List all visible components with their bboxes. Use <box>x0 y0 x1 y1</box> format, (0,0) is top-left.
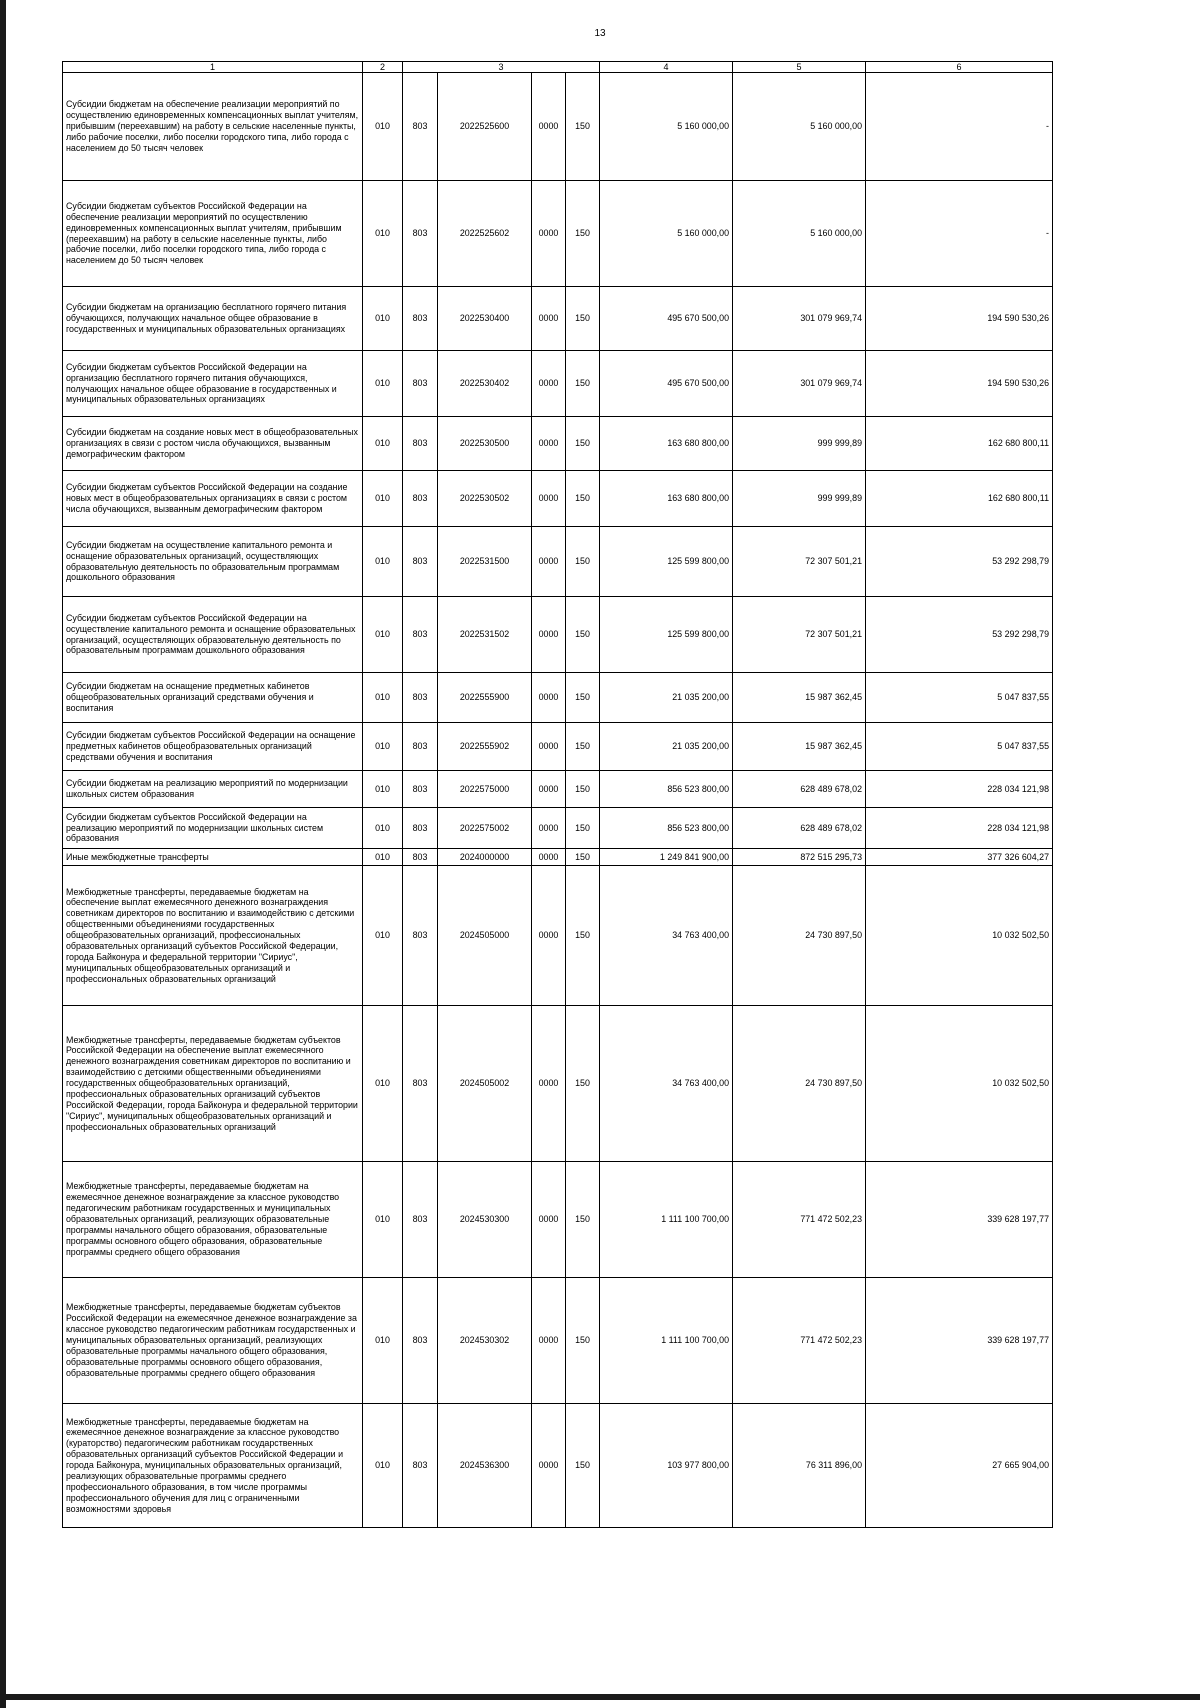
row-code-2: 803 <box>403 1006 438 1162</box>
table-row <box>63 723 1053 771</box>
row-amount-col5: 76 311 896,00 <box>733 1404 866 1528</box>
row-code-5: 150 <box>566 1404 600 1528</box>
row-code-4: 0000 <box>532 73 566 181</box>
row-amount-col4: 856 523 800,00 <box>600 808 733 849</box>
header-col-3: 3 <box>403 62 600 73</box>
row-amount-col4: 21 035 200,00 <box>600 673 733 723</box>
row-amount-col4: 1 249 841 900,00 <box>600 849 733 866</box>
row-amount-col6: 27 665 904,00 <box>866 1404 1053 1528</box>
table-body <box>63 73 1053 1528</box>
row-amount-col4: 495 670 500,00 <box>600 351 733 417</box>
table-row <box>63 351 1053 417</box>
table-row <box>63 673 1053 723</box>
row-code-4: 0000 <box>532 771 566 808</box>
row-code-1: 010 <box>363 1006 403 1162</box>
row-code-1: 010 <box>363 723 403 771</box>
row-code-3: 2022575000 <box>438 771 532 808</box>
row-description: Межбюджетные трансферты, передаваемые бюджетам субъектов Российской Федерации на обеспечение выплат ежемесячного денежного вознаграждения советникам директоров по воспитанию и взаимодействию с детскими общественными объединениями государственных общеобразовательных организаций, профессиональных образовательных организаций субъектов Российской Федерации, города Байконура и федеральной территории "Сириус", муниципальных общеобразовательных организаций и профессиональных образовательных организаций <box>63 1006 363 1162</box>
row-code-1: 010 <box>363 1404 403 1528</box>
row-description: Иные межбюджетные трансферты <box>63 849 363 866</box>
row-code-4: 0000 <box>532 1278 566 1404</box>
row-amount-col6: 228 034 121,98 <box>866 808 1053 849</box>
row-code-1: 010 <box>363 351 403 417</box>
row-amount-col5: 872 515 295,73 <box>733 849 866 866</box>
row-code-1: 010 <box>363 849 403 866</box>
header-col-5: 5 <box>733 62 866 73</box>
row-amount-col4: 5 160 000,00 <box>600 181 733 287</box>
row-description: Межбюджетные трансферты, передаваемые бюджетам субъектов Российской Федерации на ежемесячное денежное вознаграждение за классное руководство педагогическим работникам государственных и муниципальных образовательных организаций, реализующих образовательные программы начального общего образования, образовательные программы основного общего образования, образовательные программы среднего общего образования <box>63 1278 363 1404</box>
row-code-3: 2024530300 <box>438 1162 532 1278</box>
row-code-2: 803 <box>403 1162 438 1278</box>
row-code-2: 803 <box>403 597 438 673</box>
row-amount-col5: 301 079 969,74 <box>733 287 866 351</box>
table-row <box>63 181 1053 287</box>
row-amount-col6: 228 034 121,98 <box>866 771 1053 808</box>
row-code-5: 150 <box>566 771 600 808</box>
table-row <box>63 849 1053 866</box>
row-amount-col5: 15 987 362,45 <box>733 723 866 771</box>
row-code-3: 2024505002 <box>438 1006 532 1162</box>
row-description: Межбюджетные трансферты, передаваемые бюджетам на обеспечение выплат ежемесячного денежного вознаграждения советникам директоров по воспитанию и взаимодействию с детскими общественными объединениями государственных общеобразовательных организаций, профессиональных образовательных организаций субъектов Российской Федерации, города Байконура и федеральной территории "Сириус", муниципальных общеобразовательных организаций и профессиональных образовательных организаций <box>63 866 363 1006</box>
row-amount-col4: 125 599 800,00 <box>600 527 733 597</box>
row-code-5: 150 <box>566 527 600 597</box>
row-amount-col4: 34 763 400,00 <box>600 1006 733 1162</box>
row-code-3: 2022530500 <box>438 417 532 471</box>
row-code-4: 0000 <box>532 849 566 866</box>
row-code-5: 150 <box>566 471 600 527</box>
row-code-3: 2022531500 <box>438 527 532 597</box>
row-description: Субсидии бюджетам на осуществление капитального ремонта и оснащение образовательных организаций, осуществляющих образовательную деятельность по образовательным программам дошкольного образования <box>63 527 363 597</box>
row-code-3: 2024000000 <box>438 849 532 866</box>
row-description: Субсидии бюджетам на создание новых мест в общеобразовательных организациях в связи с ростом числа обучающихся, вызванным демографическим фактором <box>63 417 363 471</box>
row-amount-col6: 377 326 604,27 <box>866 849 1053 866</box>
row-amount-col5: 5 160 000,00 <box>733 73 866 181</box>
budget-table <box>62 61 1053 1528</box>
row-amount-col6: 5 047 837,55 <box>866 723 1053 771</box>
row-amount-col4: 103 977 800,00 <box>600 1404 733 1528</box>
row-amount-col5: 15 987 362,45 <box>733 673 866 723</box>
row-amount-col6: 162 680 800,11 <box>866 417 1053 471</box>
row-code-3: 2022525600 <box>438 73 532 181</box>
row-code-4: 0000 <box>532 597 566 673</box>
row-code-1: 010 <box>363 527 403 597</box>
row-amount-col6: - <box>866 73 1053 181</box>
row-code-2: 803 <box>403 287 438 351</box>
row-amount-col5: 301 079 969,74 <box>733 351 866 417</box>
row-code-1: 010 <box>363 1162 403 1278</box>
row-amount-col5: 628 489 678,02 <box>733 808 866 849</box>
row-code-2: 803 <box>403 527 438 597</box>
row-amount-col4: 21 035 200,00 <box>600 723 733 771</box>
row-amount-col5: 999 999,89 <box>733 417 866 471</box>
row-amount-col5: 24 730 897,50 <box>733 1006 866 1162</box>
row-code-3: 2022530502 <box>438 471 532 527</box>
row-amount-col6: - <box>866 181 1053 287</box>
row-amount-col6: 10 032 502,50 <box>866 1006 1053 1162</box>
row-code-3: 2022530402 <box>438 351 532 417</box>
row-code-2: 803 <box>403 181 438 287</box>
row-code-5: 150 <box>566 181 600 287</box>
row-code-5: 150 <box>566 1278 600 1404</box>
table-row <box>63 73 1053 181</box>
row-amount-col4: 163 680 800,00 <box>600 471 733 527</box>
row-code-3: 2022530400 <box>438 287 532 351</box>
table-row <box>63 597 1053 673</box>
row-code-3: 2024530302 <box>438 1278 532 1404</box>
header-col-4: 4 <box>600 62 733 73</box>
row-code-1: 010 <box>363 771 403 808</box>
row-code-2: 803 <box>403 771 438 808</box>
row-amount-col4: 125 599 800,00 <box>600 597 733 673</box>
row-amount-col4: 5 160 000,00 <box>600 73 733 181</box>
row-amount-col5: 5 160 000,00 <box>733 181 866 287</box>
row-description: Субсидии бюджетам на реализацию мероприятий по модернизации школьных систем образования <box>63 771 363 808</box>
row-code-2: 803 <box>403 849 438 866</box>
row-code-4: 0000 <box>532 866 566 1006</box>
row-code-3: 2022575002 <box>438 808 532 849</box>
row-code-1: 010 <box>363 73 403 181</box>
row-code-2: 803 <box>403 673 438 723</box>
row-code-4: 0000 <box>532 471 566 527</box>
row-code-4: 0000 <box>532 287 566 351</box>
row-code-2: 803 <box>403 471 438 527</box>
table-row <box>63 771 1053 808</box>
table-header-row <box>63 62 1053 73</box>
row-code-5: 150 <box>566 673 600 723</box>
row-amount-col5: 771 472 502,23 <box>733 1162 866 1278</box>
row-code-1: 010 <box>363 808 403 849</box>
table-row <box>63 417 1053 471</box>
row-description: Субсидии бюджетам субъектов Российской Федерации на осуществление капитального ремонта и оснащение образовательных организаций, осуществляющих образовательную деятельность по образовательным программам дошкольного образования <box>63 597 363 673</box>
row-code-4: 0000 <box>532 1162 566 1278</box>
table-row <box>63 1162 1053 1278</box>
row-amount-col6: 53 292 298,79 <box>866 597 1053 673</box>
row-amount-col6: 194 590 530,26 <box>866 351 1053 417</box>
row-code-2: 803 <box>403 808 438 849</box>
row-description: Субсидии бюджетам субъектов Российской Федерации на оснащение предметных кабинетов общеобразовательных организаций средствами обучения и воспитания <box>63 723 363 771</box>
row-code-2: 803 <box>403 417 438 471</box>
row-amount-col5: 771 472 502,23 <box>733 1278 866 1404</box>
row-code-5: 150 <box>566 73 600 181</box>
row-amount-col5: 72 307 501,21 <box>733 597 866 673</box>
row-description: Субсидии бюджетам субъектов Российской Федерации на обеспечение реализации мероприятий по осуществлению единовременных компенсационных выплат учителям, прибывшим (переехавшим) на работу в сельские населенные пункты, либо рабочие поселки, либо поселки городского типа, либо города с населением до 50 тысяч человек <box>63 181 363 287</box>
row-amount-col4: 34 763 400,00 <box>600 866 733 1006</box>
row-code-4: 0000 <box>532 723 566 771</box>
row-amount-col4: 1 111 100 700,00 <box>600 1278 733 1404</box>
row-code-4: 0000 <box>532 181 566 287</box>
table-row <box>63 471 1053 527</box>
row-code-5: 150 <box>566 849 600 866</box>
row-code-2: 803 <box>403 1278 438 1404</box>
row-description: Субсидии бюджетам на обеспечение реализации мероприятий по осуществлению единовременных компенсационных выплат учителям, прибывшим (переехавшим) на работу в сельские населенные пункты, либо рабочие поселки, либо поселки городского типа, либо города с населением до 50 тысяч человек <box>63 73 363 181</box>
row-code-1: 010 <box>363 866 403 1006</box>
table-row <box>63 527 1053 597</box>
row-description: Субсидии бюджетам субъектов Российской Федерации на организацию бесплатного горячего питания обучающихся, получающих начальное общее образование в государственных и муниципальных образовательных организациях <box>63 351 363 417</box>
row-code-2: 803 <box>403 73 438 181</box>
row-code-4: 0000 <box>532 1404 566 1528</box>
row-description: Субсидии бюджетам на оснащение предметных кабинетов общеобразовательных организаций средствами обучения и воспитания <box>63 673 363 723</box>
row-code-2: 803 <box>403 866 438 1006</box>
row-code-3: 2024536300 <box>438 1404 532 1528</box>
row-code-4: 0000 <box>532 1006 566 1162</box>
row-code-4: 0000 <box>532 417 566 471</box>
table-row <box>63 1404 1053 1528</box>
row-description: Субсидии бюджетам на организацию бесплатного горячего питания обучающихся, получающих начальное общее образование в государственных и муниципальных образовательных организациях <box>63 287 363 351</box>
row-code-4: 0000 <box>532 673 566 723</box>
row-code-5: 150 <box>566 417 600 471</box>
row-amount-col5: 72 307 501,21 <box>733 527 866 597</box>
row-code-2: 803 <box>403 723 438 771</box>
row-code-5: 150 <box>566 1006 600 1162</box>
row-amount-col6: 10 032 502,50 <box>866 866 1053 1006</box>
row-code-1: 010 <box>363 471 403 527</box>
row-code-3: 2022555902 <box>438 723 532 771</box>
page-number: 13 <box>594 28 606 39</box>
row-code-1: 010 <box>363 287 403 351</box>
row-code-4: 0000 <box>532 351 566 417</box>
header-col-6: 6 <box>866 62 1053 73</box>
row-amount-col6: 194 590 530,26 <box>866 287 1053 351</box>
table-row <box>63 287 1053 351</box>
table-row <box>63 866 1053 1006</box>
row-description: Межбюджетные трансферты, передаваемые бюджетам на ежемесячное денежное вознаграждение за классное руководство педагогическим работникам государственных и муниципальных образовательных организаций, реализующих образовательные программы начального общего образования, образовательные программы основного общего образования, образовательные программы среднего общего образования <box>63 1162 363 1278</box>
row-code-5: 150 <box>566 866 600 1006</box>
row-code-5: 150 <box>566 597 600 673</box>
scan-left-edge <box>0 0 6 1708</box>
row-description: Субсидии бюджетам субъектов Российской Федерации на создание новых мест в общеобразовательных организациях в связи с ростом числа обучающихся, вызванным демографическим фактором <box>63 471 363 527</box>
header-col-1: 1 <box>63 62 363 73</box>
row-code-3: 2022531502 <box>438 597 532 673</box>
row-code-1: 010 <box>363 1278 403 1404</box>
row-description: Межбюджетные трансферты, передаваемые бюджетам на ежемесячное денежное вознаграждение за классное руководство (кураторство) педагогическим работникам государственных образовательных организаций субъектов Российской Федерации и города Байконура, муниципальных образовательных организаций, реализующих образовательные программы среднего профессионального образования, в том числе программы профессионального обучения для лиц с ограниченными возможностями здоровья <box>63 1404 363 1528</box>
row-code-3: 2022525602 <box>438 181 532 287</box>
row-amount-col4: 495 670 500,00 <box>600 287 733 351</box>
row-code-2: 803 <box>403 1404 438 1528</box>
row-amount-col4: 163 680 800,00 <box>600 417 733 471</box>
row-code-1: 010 <box>363 417 403 471</box>
row-code-3: 2022555900 <box>438 673 532 723</box>
row-amount-col5: 24 730 897,50 <box>733 866 866 1006</box>
row-code-1: 010 <box>363 673 403 723</box>
row-code-1: 010 <box>363 597 403 673</box>
row-code-4: 0000 <box>532 808 566 849</box>
row-amount-col6: 339 628 197,77 <box>866 1278 1053 1404</box>
row-amount-col5: 999 999,89 <box>733 471 866 527</box>
row-code-3: 2024505000 <box>438 866 532 1006</box>
row-code-5: 150 <box>566 351 600 417</box>
row-code-5: 150 <box>566 287 600 351</box>
table-row <box>63 1278 1053 1404</box>
table-row <box>63 808 1053 849</box>
header-col-2: 2 <box>363 62 403 73</box>
row-code-4: 0000 <box>532 527 566 597</box>
row-amount-col6: 162 680 800,11 <box>866 471 1053 527</box>
row-description: Субсидии бюджетам субъектов Российской Федерации на реализацию мероприятий по модернизации школьных систем образования <box>63 808 363 849</box>
row-code-2: 803 <box>403 351 438 417</box>
row-code-1: 010 <box>363 181 403 287</box>
row-amount-col6: 5 047 837,55 <box>866 673 1053 723</box>
row-code-5: 150 <box>566 808 600 849</box>
row-code-5: 150 <box>566 723 600 771</box>
row-code-5: 150 <box>566 1162 600 1278</box>
row-amount-col6: 339 628 197,77 <box>866 1162 1053 1278</box>
row-amount-col5: 628 489 678,02 <box>733 771 866 808</box>
scan-bottom-band <box>0 1694 1200 1700</box>
row-amount-col6: 53 292 298,79 <box>866 527 1053 597</box>
row-amount-col4: 856 523 800,00 <box>600 771 733 808</box>
row-amount-col4: 1 111 100 700,00 <box>600 1162 733 1278</box>
table-row <box>63 1006 1053 1162</box>
